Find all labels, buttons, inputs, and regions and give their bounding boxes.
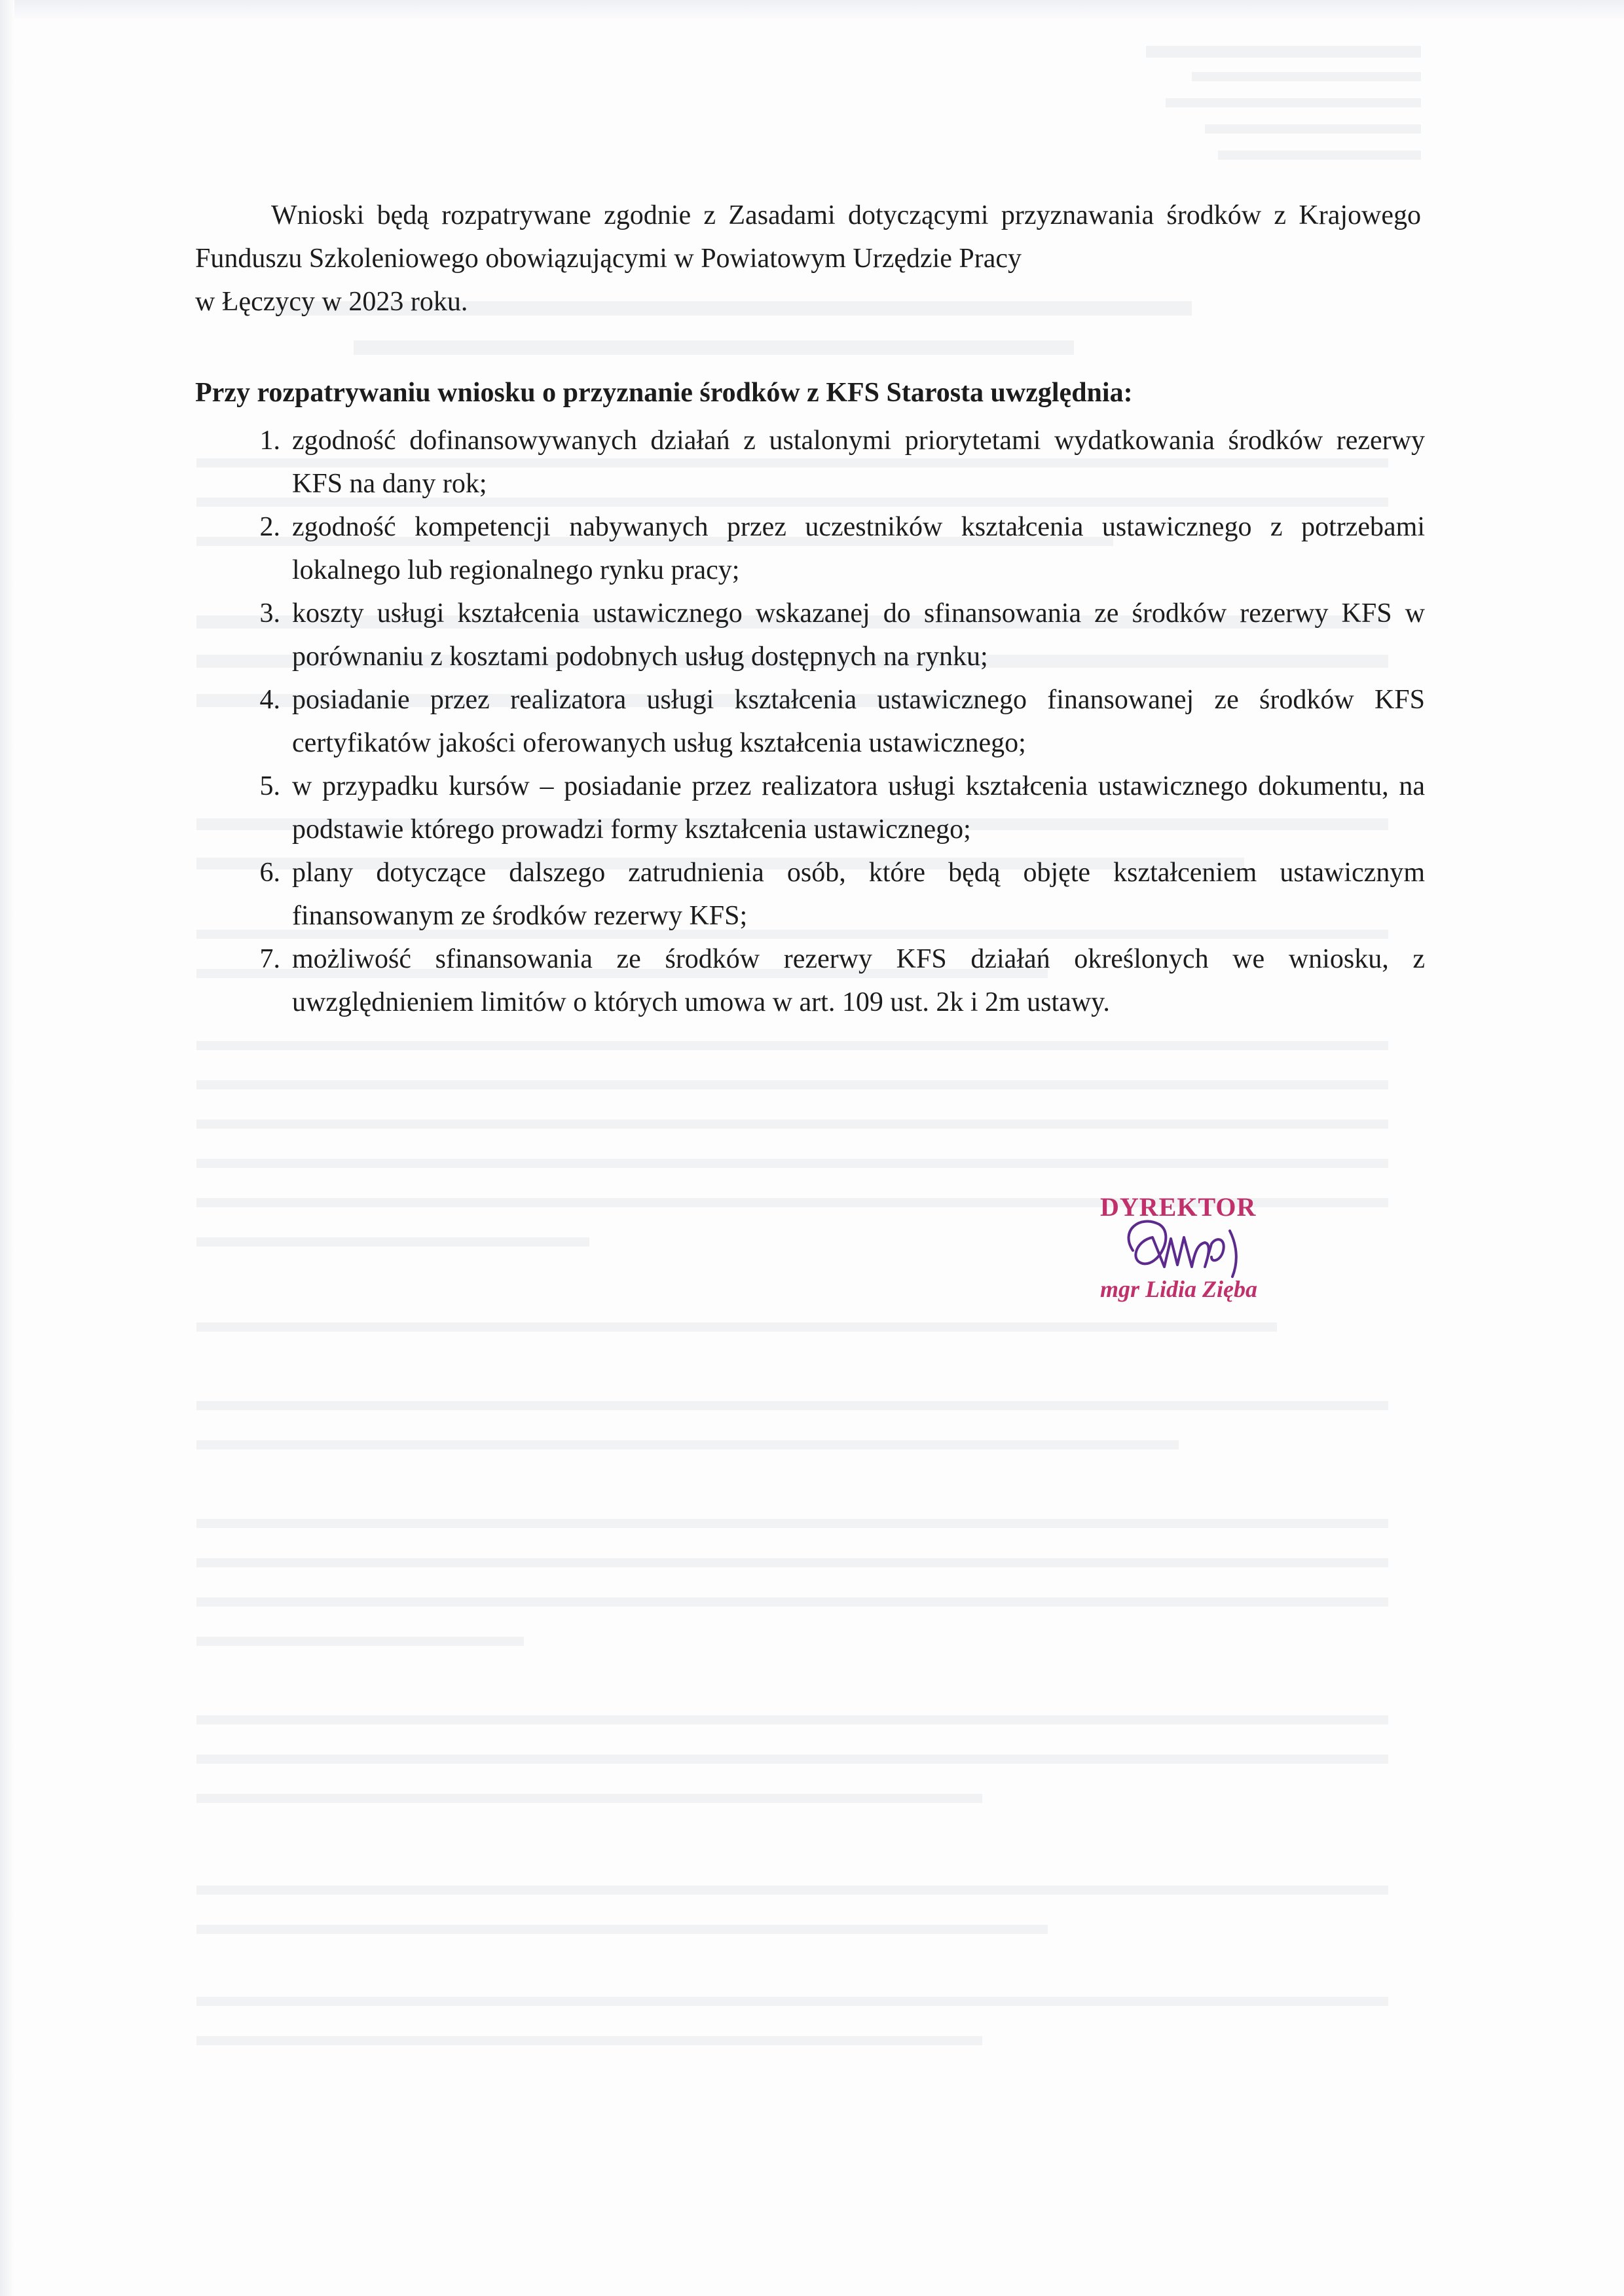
signature-title: DYREKTOR: [1100, 1192, 1257, 1222]
intro-paragraph: [195, 194, 1421, 323]
criteria-list: [241, 419, 1425, 1024]
scan-edge-left: [0, 0, 14, 2296]
list-item: [241, 765, 1425, 851]
list-item-number: 7.: [259, 944, 280, 974]
intro-last-line: w Łęczycy w 2023 roku.: [195, 287, 468, 317]
list-item-number: 5.: [259, 771, 280, 801]
scan-edge-top: [0, 0, 1624, 18]
list-item-number: 2.: [259, 512, 280, 542]
list-item-number: 3.: [259, 598, 280, 629]
list-item-text: posiadanie przez realizatora usługi kształcenia ustawicznego finansowanej ze środków KFS certyfikatów jakości oferowanych usług kształcenia ustawicznego;: [292, 685, 1425, 758]
intro-main-text: Wnioski będą rozpatrywane zgodnie z Zasadami dotyczącymi przyznawania środków z Krajowego Funduszu Szkoleniowego obowiązującymi w Powiatowym Urzędzie Pracy: [195, 200, 1421, 274]
list-item-text: zgodność dofinansowywanych działań z ustalonymi priorytetami wydatkowania środków rezerwy KFS na dany rok;: [292, 426, 1425, 499]
list-item-number: 6.: [259, 858, 280, 888]
signature-stamp: [1074, 1192, 1310, 1322]
list-item: [241, 678, 1425, 765]
list-item-number: 4.: [259, 685, 280, 715]
list-item: [241, 938, 1425, 1024]
signature-name: mgr Lidia Zięba: [1100, 1276, 1257, 1302]
criteria-heading: Przy rozpatrywaniu wniosku o przyznanie środków z KFS Starosta uwzględnia:: [195, 378, 1133, 408]
list-item-text: możliwość sfinansowania ze środków rezerwy KFS działań określonych we wniosku, z uwzględnieniem limitów o których umowa w art. 109 ust. 2k i 2m ustawy.: [292, 944, 1425, 1017]
list-item-number: 1.: [259, 426, 280, 456]
bleed-through-texture: [196, 39, 1441, 2134]
list-item-text: w przypadku kursów – posiadanie przez realizatora usługi kształcenia ustawicznego dokumentu, na podstawie którego prowadzi formy kształcenia ustawicznego;: [292, 771, 1425, 845]
list-item-text: koszty usługi kształcenia ustawicznego wskazanej do sfinansowania ze środków rezerwy KFS w porównaniu z kosztami podobnych usług dostępnych na rynku;: [292, 598, 1425, 672]
list-item: [241, 505, 1425, 592]
list-item-text: plany dotyczące dalszego zatrudnienia osób, które będą objęte kształceniem ustawicznym finansowanym ze środków rezerwy KFS;: [292, 858, 1425, 931]
list-item: [241, 419, 1425, 505]
handwritten-signature-icon: [1113, 1205, 1283, 1283]
list-item: [241, 592, 1425, 678]
list-item: [241, 851, 1425, 938]
list-item-text: zgodność kompetencji nabywanych przez uczestników kształcenia ustawicznego z potrzebami lokalnego lub regionalnego rynku pracy;: [292, 512, 1425, 585]
